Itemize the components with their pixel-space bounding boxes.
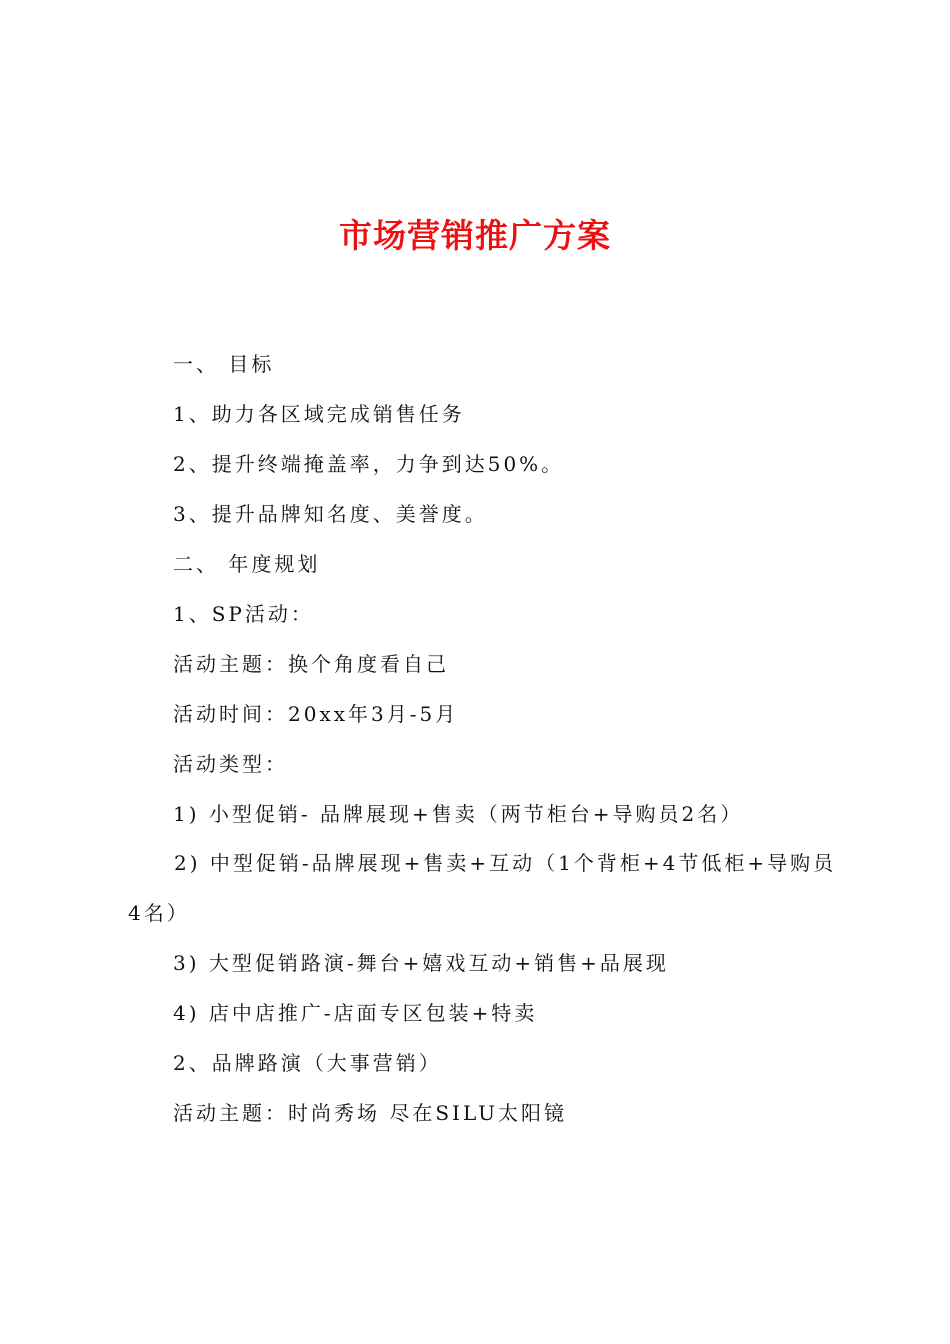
section-heading-goals: 一、 目标 xyxy=(173,352,275,376)
subsection-sp-activity: 1、SP活动： xyxy=(173,602,314,626)
section-heading-annual-plan: 二、 年度规划 xyxy=(173,552,321,576)
document-title: 市场营销推广方案 xyxy=(339,216,611,255)
activity-type-4: 4) 店中店推广-店面专区包装+特卖 xyxy=(173,1001,538,1025)
activity-time: 活动时间：20xx年3月-5月 xyxy=(173,702,459,726)
subsection-brand-roadshow: 2、品牌路演（大事营销） xyxy=(173,1051,442,1075)
activity-theme: 活动主题：换个角度看自己 xyxy=(173,652,449,676)
activity-type-label: 活动类型： xyxy=(173,752,288,776)
goal-item-1: 1、助力各区域完成销售任务 xyxy=(173,402,465,426)
activity-type-3: 3) 大型促销路演-舞台+嬉戏互动+销售+品展现 xyxy=(173,951,669,975)
goal-item-3: 3、提升品牌知名度、美誉度。 xyxy=(173,502,488,526)
roadshow-theme: 活动主题：时尚秀场 尽在SILU太阳镜 xyxy=(173,1101,568,1125)
goal-item-2: 2、提升终端掩盖率，力争到达50%。 xyxy=(173,452,565,476)
activity-type-1: 1) 小型促销- 品牌展现+售卖（两节柜台+导购员2名） xyxy=(173,802,744,826)
activity-type-2: 2) 中型促销-品牌展现+售卖+互动（1个背柜+4节低柜+导购员4名） xyxy=(128,851,837,925)
